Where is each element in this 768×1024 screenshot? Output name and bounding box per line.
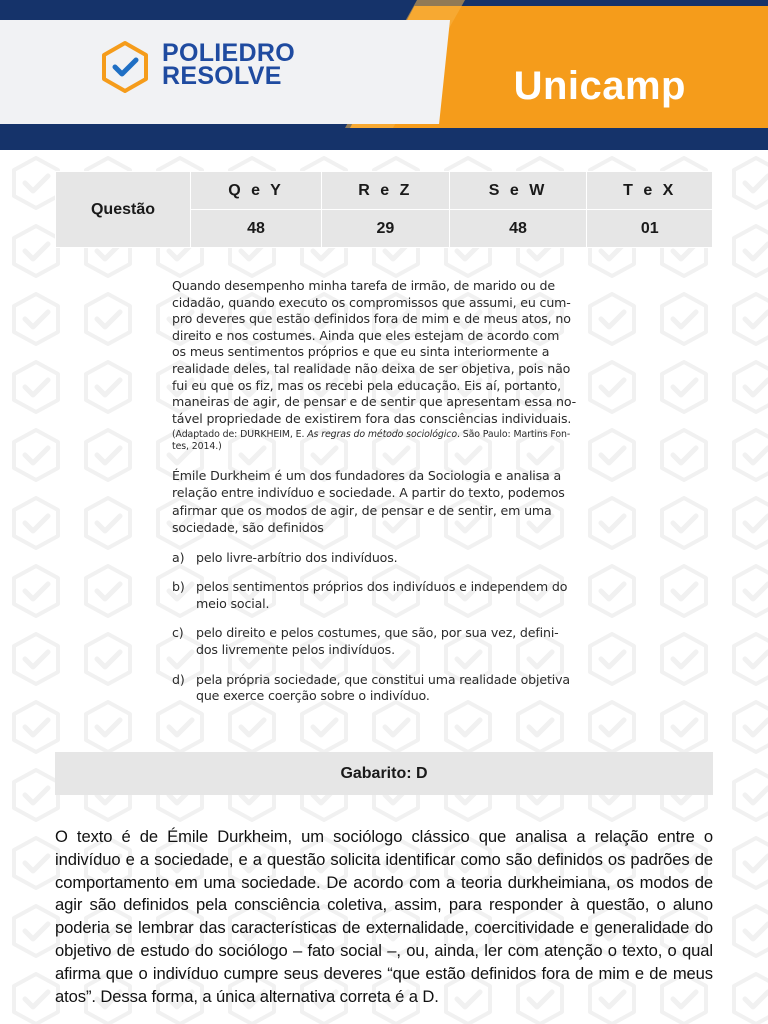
question-number-table [55,171,713,248]
option-text [196,579,598,612]
text-line: fui eu que os fiz, mas os recebi pela educação. Eis aí, portanto, [172,377,561,393]
text-line: pela própria sociedade, que constitui uma realidade objetiva [196,671,570,687]
text-line: pelos sentimentos próprios dos indivíduos e independem do [196,579,568,595]
option-c [172,625,598,658]
page-header [0,0,768,150]
text-line: pelo livre-arbítrio dos indivíduos. [196,549,398,565]
question-stem [172,467,598,537]
answer-options [172,550,598,705]
option-letter: b) [172,579,185,595]
text-line: maneiras de agir, de pensar e de sentir que apresentam essa no- [172,394,577,410]
text-line: relação entre indivíduo e sociedade. A partir do texto, podemos [172,485,565,501]
citation-title: As regras do método sociológico [307,429,457,441]
citation-prefix: (Adaptado de: DURKHEIM, E. [172,429,308,441]
brand-line-1: POLIEDRO [162,39,295,67]
option-letter: a) [172,549,185,565]
text-line: pro deveres que estão definidos fora de mim e de meus atos, no [172,311,571,327]
text-line: cidadão, quando executo os compromissos que assumi, eu cum- [172,294,571,310]
text-line: pelo direito e pelos costumes, que são, por sua vez, defini- [196,625,559,641]
text-line: que exerce coerção sobre o indivíduo. [196,688,430,704]
question-number: 01 [587,210,713,248]
checkmark-hexagon-icon [98,40,152,94]
text-line: dos livremente pelos indivíduos. [196,641,395,657]
option-text [196,625,598,658]
version-key: Q e Y [191,172,322,210]
option-letter: d) [172,671,185,687]
citation-line: tes, 2014.) [172,441,222,453]
text-line: tável propriedade de existirem fora das consciências individuais. [172,410,572,426]
answer-key-bar [55,752,713,795]
exam-title: Unicamp [513,64,686,108]
text-line: sociedade, são definidos [172,520,324,536]
text-line: realidade deles, tal realidade não deixa de ser objetiva, pois não [172,360,571,376]
table-row [56,172,713,210]
option-a [172,550,598,567]
brand-line-2: RESOLVE [162,62,282,90]
question-number: 29 [322,210,450,248]
question-body [172,278,598,705]
version-key: T e X [587,172,713,210]
text-line: direito e nos costumes. Ainda que eles estejam de acordo com [172,327,560,343]
source-text [172,278,598,427]
text-line: meio social. [196,595,270,611]
question-label: Questão [56,172,191,248]
answer-key-text: Gabarito: D [340,764,428,782]
brand-name [162,39,295,90]
version-key: S e W [449,172,587,210]
option-letter: c) [172,625,184,641]
text-line: Émile Durkheim é um dos fundadores da Sociologia e analisa a [172,467,562,483]
explanation-text: O texto é de Émile Durkheim, um sociólogo clássico que analisa a relação entre o indivíduo e a sociedade, e a questão solicita identificar como são definidos os padrões de comportamento em uma sociedade. De acordo com a teoria durkheimiana, os modos de agir são definidos pela consciência coletiva, assim, para responder à questão, o aluno poderia se lembrar das características de externalidade, coercitividade e generalidade do objetivo de estudo do sociólogo – fato social –, ou, ainda, ler com atenção o texto, o qual afirma que o indivíduo cumpre seus deveres “que estão definidos fora de mim e de meus atos”. Dessa forma, a única alternativa correta é a D. [55,827,713,1006]
source-citation [172,429,598,453]
citation-suffix: . São Paulo: Martins Fon- [456,429,571,441]
text-line: afirmar que os modos de agir, de pensar e de sentir, em uma [172,502,552,518]
version-key: R e Z [322,172,450,210]
question-number: 48 [449,210,587,248]
option-text [196,672,598,705]
text-line: Quando desempenho minha tarefa de irmão, de marido ou de [172,278,555,293]
question-number: 48 [191,210,322,248]
option-d [172,672,598,705]
citation-line [172,429,598,441]
text-line: os meus sentimentos próprios e que eu sinta interiormente a [172,344,550,360]
option-b [172,579,598,612]
option-text [196,550,598,567]
